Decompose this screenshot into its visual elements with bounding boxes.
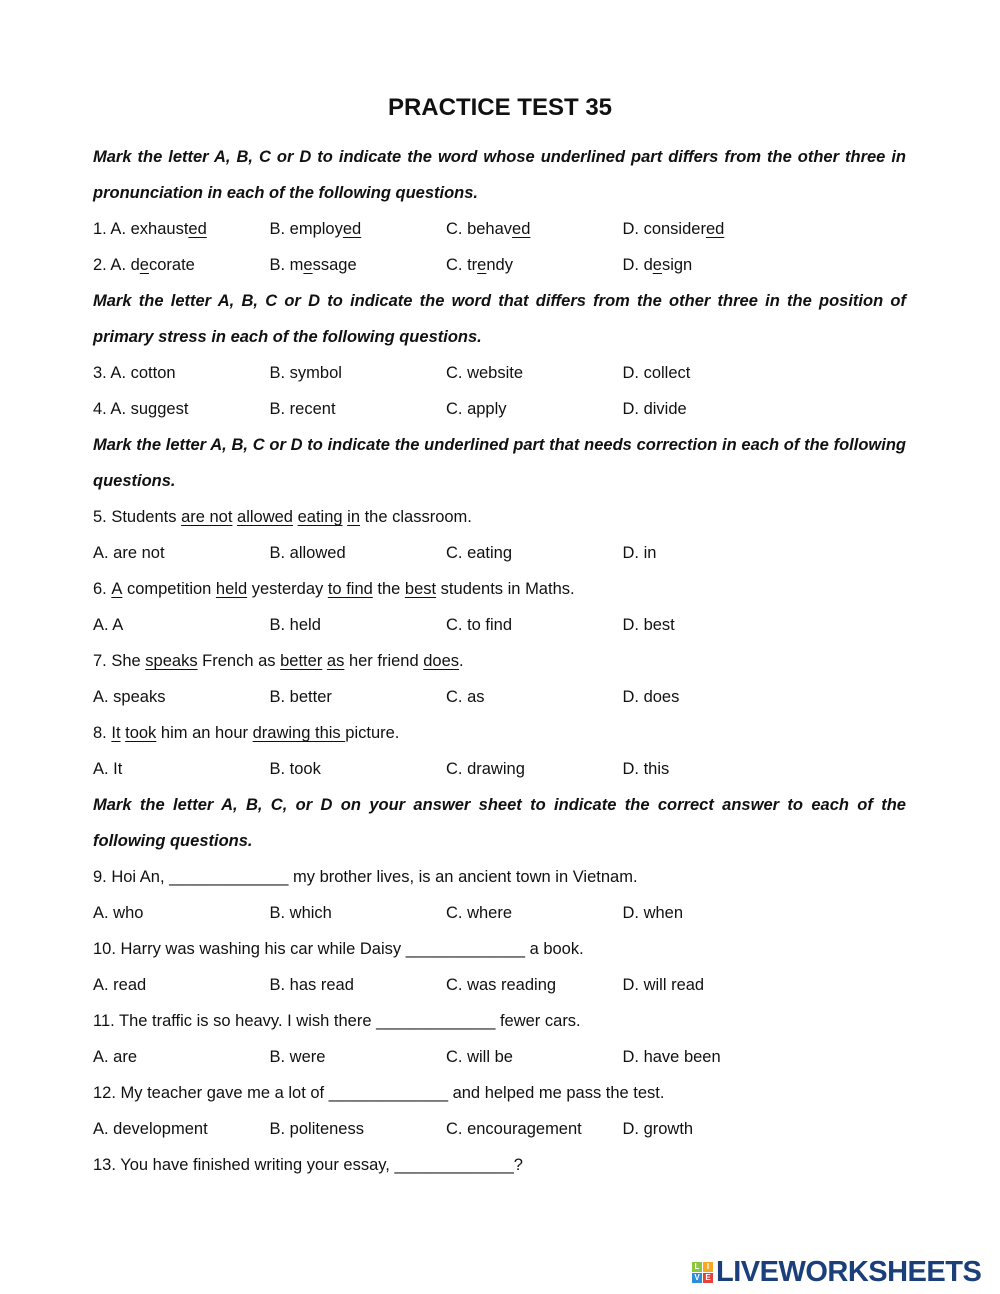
text-segment: 13. You have finished writing your essay, _____________? (93, 1156, 523, 1174)
text-segment: ndy (486, 256, 513, 274)
underlined-part: ed (188, 220, 207, 238)
text-segment: A. It (93, 760, 123, 778)
logo-tile: I (703, 1262, 713, 1272)
underlined-part: as (326, 652, 345, 670)
answer-option (446, 679, 623, 715)
underlined-part: best (404, 580, 437, 598)
text-segment: 10. Harry was washing his car while Daisy _____________ a book. (93, 940, 584, 958)
answer-options (93, 535, 906, 571)
text-segment: B. better (269, 688, 332, 706)
text-segment: the (372, 580, 405, 598)
answer-option (623, 391, 800, 427)
logo-tile: L (692, 1262, 702, 1272)
text-segment: D. collect (622, 364, 691, 382)
answer-option (623, 679, 800, 715)
text-segment: 3. A. cotton (93, 364, 176, 382)
answer-options (93, 1039, 906, 1075)
text-segment: C. behav (446, 220, 513, 238)
answer-option (446, 895, 623, 931)
answer-options (93, 967, 906, 1003)
text-segment: B. has read (269, 976, 354, 994)
underlined-part: allowed (237, 508, 293, 526)
answer-option (93, 751, 270, 787)
text-segment: B. allowed (269, 544, 346, 562)
text-segment: C. website (446, 364, 524, 382)
text-segment: B. which (269, 904, 332, 922)
question-line (93, 571, 906, 607)
text-segment: 1. A. exhaust (93, 220, 189, 238)
answer-option (93, 535, 270, 571)
answer-option (93, 607, 270, 643)
question-line (93, 499, 906, 535)
text-segment: him an hour (156, 724, 253, 742)
answer-option (446, 535, 623, 571)
question-line (93, 715, 906, 751)
answer-option (93, 391, 270, 427)
text-segment: 8. (93, 724, 112, 742)
answer-option (270, 1039, 447, 1075)
answer-option (93, 1111, 270, 1147)
question-line (93, 1003, 906, 1039)
answer-options (93, 391, 906, 427)
answer-option (623, 247, 800, 283)
underlined-part: speaks (145, 652, 198, 670)
text-segment: A. who (93, 904, 144, 922)
text-segment: 5. Students (93, 508, 182, 526)
page-title: PRACTICE TEST 35 (387, 94, 613, 121)
answer-option (446, 967, 623, 1003)
answer-option (623, 967, 800, 1003)
answer-option (93, 967, 270, 1003)
answer-option (93, 679, 270, 715)
answer-options (93, 679, 906, 715)
text-segment: D. best (622, 616, 675, 634)
text-segment: A. are (93, 1048, 138, 1066)
text-segment: 12. My teacher gave me a lot of _____________ and helped me pass the test. (93, 1084, 665, 1102)
answer-option (446, 391, 623, 427)
answer-option (446, 247, 623, 283)
text-segment: D. consider (622, 220, 706, 238)
answer-option (446, 751, 623, 787)
question-line (93, 1075, 906, 1111)
answer-option (446, 1111, 623, 1147)
liveworksheets-logo (692, 1256, 981, 1289)
underlined-part: eating (297, 508, 343, 526)
answer-option (270, 211, 447, 247)
text-segment: corate (148, 256, 195, 274)
answer-option (623, 1111, 800, 1147)
underlined-part: e (477, 256, 487, 274)
question-line (93, 1147, 906, 1183)
text-segment: B. recent (269, 400, 336, 418)
text-segment: A. A (93, 616, 124, 634)
underlined-part: e (139, 256, 149, 274)
text-segment: 7. She (93, 652, 146, 670)
answer-option (623, 211, 800, 247)
text-segment: 2. A. d (93, 256, 140, 274)
text-segment: competition (122, 580, 216, 598)
answer-option (270, 1111, 447, 1147)
text-segment: C. where (446, 904, 513, 922)
underlined-part: drawing this (252, 724, 346, 742)
text-segment: C. will be (446, 1048, 513, 1066)
underlined-part: better (280, 652, 323, 670)
answer-option (270, 355, 447, 391)
logo-tiles-icon (692, 1262, 713, 1283)
underlined-part: ed (705, 220, 725, 238)
answer-options (93, 895, 906, 931)
answer-option (270, 391, 447, 427)
text-segment: ssage (312, 256, 357, 274)
text-segment: A. speaks (93, 688, 166, 706)
answer-options (93, 607, 906, 643)
text-segment: French as (197, 652, 281, 670)
text-segment: B. took (269, 760, 321, 778)
text-segment: A. are not (93, 544, 165, 562)
answer-option (623, 1039, 800, 1075)
answer-option (93, 247, 270, 283)
underlined-part: A (111, 580, 123, 598)
answer-option (93, 1039, 270, 1075)
underlined-part: ed (342, 220, 362, 238)
answer-option (270, 607, 447, 643)
text-segment: C. was reading (446, 976, 557, 994)
text-segment: D. when (622, 904, 684, 922)
text-segment: A. read (93, 976, 147, 994)
answer-options (93, 1111, 906, 1147)
logo-text: LIVEWORKSHEETS (716, 1256, 982, 1288)
text-segment: A. development (93, 1120, 208, 1138)
text-segment: D. does (622, 688, 680, 706)
text-segment: . (459, 652, 464, 670)
text-segment: D. divide (622, 400, 687, 418)
answer-option (270, 751, 447, 787)
answer-option (623, 895, 800, 931)
text-segment: D. in (622, 544, 657, 562)
answer-option (270, 535, 447, 571)
text-segment: C. eating (446, 544, 513, 562)
underlined-part: took (125, 724, 157, 742)
answer-option (270, 679, 447, 715)
question-line (93, 859, 906, 895)
text-segment: B. politeness (269, 1120, 364, 1138)
underlined-part: e (652, 256, 662, 274)
logo-tile: E (703, 1273, 713, 1283)
answer-option (623, 607, 800, 643)
section-instruction: Mark the letter A, B, C or D to indicate the underlined part that needs correction in each of the following questions. (93, 436, 906, 490)
answer-option (270, 967, 447, 1003)
answer-options (93, 211, 906, 247)
answer-option (93, 895, 270, 931)
underlined-part: e (303, 256, 313, 274)
underlined-part: held (215, 580, 248, 598)
text-segment: B. held (269, 616, 321, 634)
text-segment: the classroom. (360, 508, 472, 526)
underlined-part: in (347, 508, 360, 526)
answer-option (93, 355, 270, 391)
answer-option (623, 355, 800, 391)
text-segment: D. d (622, 256, 653, 274)
text-segment: her friend (344, 652, 424, 670)
answer-option (446, 355, 623, 391)
questions-content (93, 139, 906, 1183)
underlined-part: It (111, 724, 121, 742)
text-segment: C. to find (446, 616, 513, 634)
answer-option (270, 895, 447, 931)
answer-options (93, 751, 906, 787)
text-segment: 11. The traffic is so heavy. I wish there _____________ fewer cars. (93, 1012, 581, 1030)
text-segment: D. have been (622, 1048, 721, 1066)
text-segment: C. tr (446, 256, 478, 274)
section-instruction: Mark the letter A, B, C or D to indicate the word whose underlined part differs from the other three in pronunciation in each of the following questions. (93, 148, 906, 202)
text-segment: picture. (345, 724, 400, 742)
text-segment: C. drawing (446, 760, 525, 778)
text-segment: B. employ (269, 220, 343, 238)
text-segment: B. were (269, 1048, 326, 1066)
text-segment: yesterday (247, 580, 328, 598)
answer-option (623, 751, 800, 787)
section-instruction: Mark the letter A, B, C, or D on your answer sheet to indicate the correct answer to each of the following questions. (93, 796, 906, 850)
answer-option (270, 247, 447, 283)
underlined-part: are not (181, 508, 233, 526)
text-segment: 4. A. suggest (93, 400, 189, 418)
text-segment: B. m (269, 256, 304, 274)
text-segment: D. will read (622, 976, 705, 994)
text-segment: sign (661, 256, 693, 274)
answer-option (446, 1039, 623, 1075)
answer-options (93, 247, 906, 283)
text-segment: B. symbol (269, 364, 342, 382)
question-line (93, 931, 906, 967)
underlined-part: to find (327, 580, 373, 598)
text-segment: C. apply (446, 400, 507, 418)
answer-option (623, 535, 800, 571)
question-line (93, 643, 906, 679)
text-segment: 9. Hoi An, _____________ my brother lives, is an ancient town in Vietnam. (93, 868, 638, 886)
text-segment: C. encouragement (446, 1120, 582, 1138)
text-segment: D. growth (622, 1120, 694, 1138)
answer-option (93, 211, 270, 247)
text-segment: C. as (446, 688, 485, 706)
answer-options (93, 355, 906, 391)
logo-tile: V (692, 1273, 702, 1283)
section-instruction: Mark the letter A, B, C or D to indicate the word that differs from the other three in the position of primary stress in each of the following questions. (93, 292, 906, 346)
answer-option (446, 607, 623, 643)
text-segment: 6. (93, 580, 112, 598)
underlined-part: ed (512, 220, 531, 238)
text-segment: students in Maths. (436, 580, 575, 598)
answer-option (446, 211, 623, 247)
underlined-part: does (423, 652, 460, 670)
text-segment: D. this (622, 760, 670, 778)
